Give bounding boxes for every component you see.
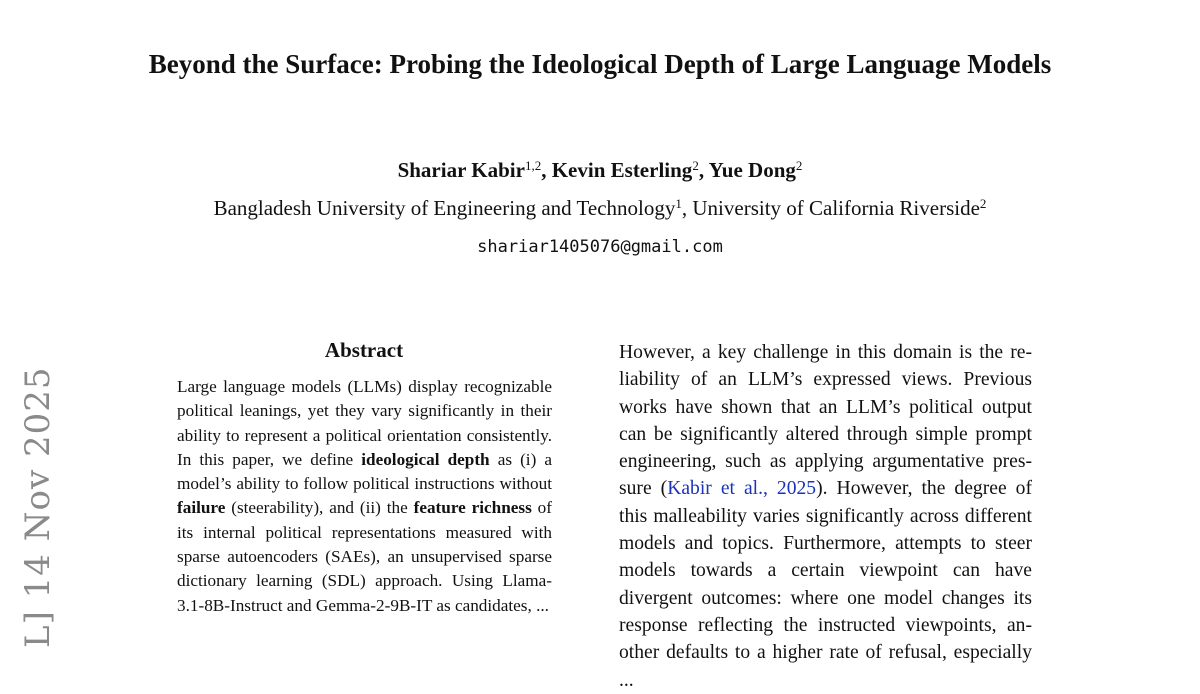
affiliation-list [0,195,1200,221]
abstract-heading: Abstract [324,338,404,362]
arxiv-watermark: L] 14 Nov 2025 [18,366,58,648]
citation-link[interactable]: Kabir et al., 2025 [667,478,817,500]
author-3: Yue Dong$^2$ [708,157,803,182]
affiliation-1: Bangladesh University of Engineering and Technology$^1$, [213,195,693,220]
author-2: Kevin Esterling$^2$, [551,157,709,182]
abstract-body: Large language models (LLMs) display recognizable political leanings, yet they vary significantly in their ability to represent a political orientation consistently. In this paper, we define ideological depth as (i) a model’s ability to follow political instructions without failure (steerability), and (ii) the feature richness of its internal political representations measured with sparse autoencoders (SAEs), an unsupervised sparse dictionary learning (SDL) approach. Using Llama-3.1-8B-Instruct and Gemma-2-9B-IT as candidates, ... [177,377,552,615]
affiliation-2: University of California Riverside$^2$ [692,195,987,220]
paper-title: Beyond the Surface: Probing the Ideological Depth of Large Language Models [148,49,1052,79]
intro-paragraph: However, a key challenge in this domain is the reliability of an LLM’s expressed views. Previous works have shown that an LLM’s political output can be significantly altered through simple prompt engineering, such as applying argumentative pressure (Kabir et al., 2025). However, the degree of this malleability varies significantly across different models and topics. Furthermore, attempts to steer models towards a certain viewpoint can have divergent outcomes: where one model changes its response reflecting the instructed viewpoints, another defaults to a higher rate of refusal, especially ... [619,342,1032,691]
author-email[interactable]: shariar1405076@gmail.com [477,237,723,257]
author-list [0,157,1200,183]
author-1: Shariar Kabir$^{1,2}$, [397,157,552,182]
